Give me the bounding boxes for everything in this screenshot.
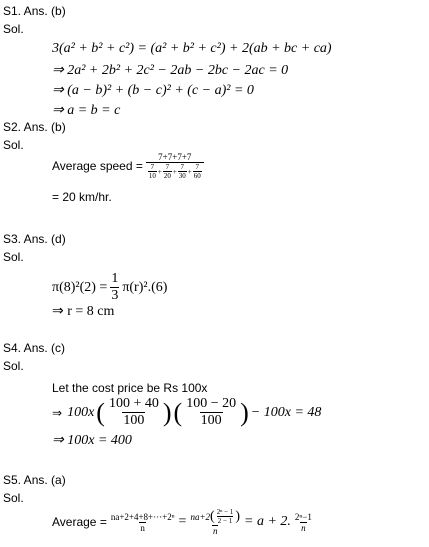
s3-answer: S3. Ans. (d) — [3, 232, 66, 246]
s1-line2: ⇒ 2a² + 2b² + 2c² − 2ab − 2bc − 2ac = 0 — [52, 63, 289, 78]
s5-average-label: Average = — [52, 515, 107, 529]
s4-answer: S4. Ans. (c) — [3, 341, 66, 355]
s5-sol-label: Sol. — [3, 491, 24, 505]
s2-answer: S2. Ans. (b) — [3, 120, 66, 134]
s1-line4: ⇒ a = b = c — [52, 103, 121, 118]
s4-fraction-2: $\frac{100 - 20}{100}$ — [186, 396, 237, 428]
s3-result: ⇒ r = 8 cm — [52, 304, 115, 319]
s3-sol-label: Sol. — [3, 250, 24, 264]
s2-den-term-3: $\frac{7}{30}$ — [178, 163, 186, 180]
s3-equation — [52, 271, 167, 304]
s2-average-label: Average speed = — [52, 159, 143, 173]
s5-rhs: = a + 2. — [244, 514, 291, 529]
s1-line1: 3(a² + b² + c²) = (a² + b² + c²) + 2(ab + bc + ca) — [52, 41, 332, 56]
s3-one-third: $\frac{1}{3}$ — [111, 271, 119, 303]
s5-fraction-1: $\frac{\text{na+2+4+8+···+2ⁿ}}{n}$ — [110, 511, 175, 533]
s2-average-speed-eq — [52, 152, 205, 180]
s2-result: = 20 km/hr. — [52, 190, 112, 204]
s2-den-term-1: $\frac{7}{10}$ — [148, 163, 156, 180]
s4-fraction-1: $\frac{100 + 40}{100}$ — [108, 396, 159, 428]
s1-sol-label: Sol. — [3, 22, 24, 36]
s2-main-fraction — [146, 152, 204, 180]
s4-sol-label: Sol. — [3, 359, 24, 373]
s5-equation: Average = $\frac{\text{na+2+4+8+···+2ⁿ}}{n}$ = na+2 ( $\frac{\text{2ⁿ − 1}}{2 - 1}$ ) n = a + 2. $\frac{\text{2ⁿ−1}}{n}$ — [52, 508, 312, 536]
s2-den-term-4: $\frac{7}{60}$ — [193, 163, 201, 180]
s2-sol-label: Sol. — [3, 138, 24, 152]
s2-numerator: 7+7+7+7 — [158, 152, 192, 162]
s1-answer: S1. Ans. (b) — [3, 4, 66, 18]
s5-fraction-3: $\frac{\text{2ⁿ−1}}{n}$ — [294, 511, 312, 533]
s4-eq-tail: − 100x = 48 — [250, 404, 322, 420]
s2-denominator: $\frac{7}{10}$ + $\frac{7}{20}$ + $\frac{7}{30}$ + $\frac{7}{60}$ — [146, 162, 204, 180]
s4-result: ⇒ 100x = 400 — [52, 433, 132, 448]
s3-eq-right: π(r)².(6) — [122, 279, 168, 295]
s5-answer: S5. Ans. (a) — [3, 473, 66, 487]
s4-equation: ⇒ 100x ( $\frac{100 + 40}{100}$ ) ( $\frac{100 - 20}{100}$ ) − 100x = 48 — [52, 396, 322, 428]
s1-line3: ⇒ (a − b)² + (b − c)² + (c − a)² = 0 — [52, 83, 254, 98]
s4-intro: Let the cost price be Rs 100x — [52, 381, 208, 395]
s5-inner-fraction: $\frac{\text{2ⁿ − 1}}{2 - 1}$ — [216, 508, 234, 525]
s3-eq-left: π(8)²(2) = — [52, 279, 108, 295]
s5-fraction-2: na+2 ( $\frac{\text{2ⁿ − 1}}{2 - 1}$ ) n — [190, 508, 241, 536]
s2-den-term-2: $\frac{7}{20}$ — [163, 163, 171, 180]
